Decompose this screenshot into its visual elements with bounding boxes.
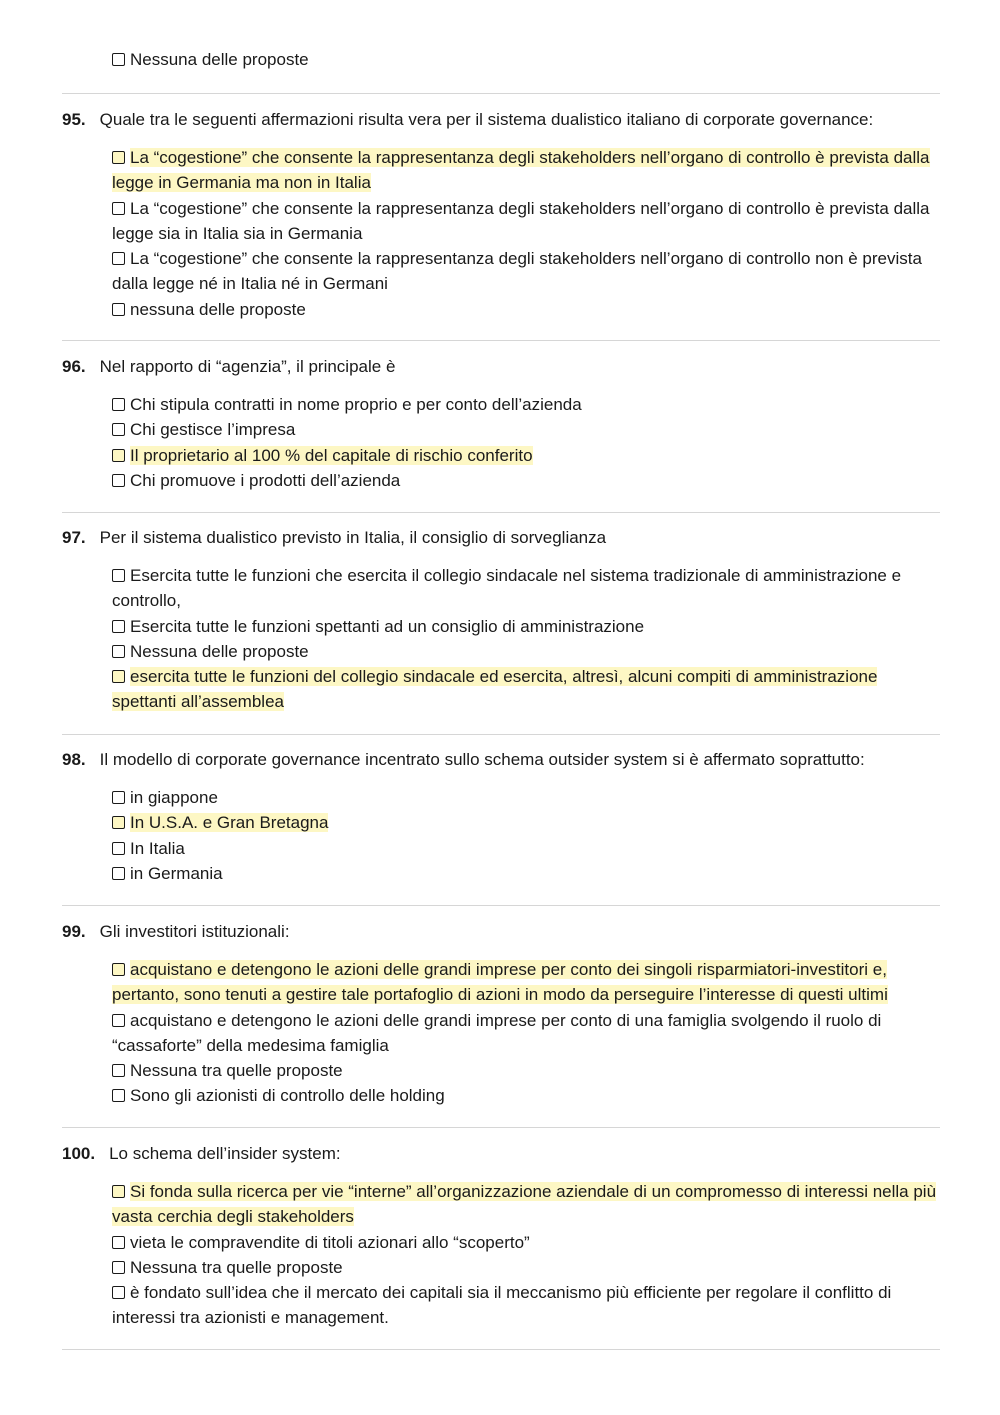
checkbox[interactable]	[112, 303, 125, 316]
option-label: è fondato sull’idea che il mercato dei capitali sia il meccanismo più efficiente per regolare il conflitto di interessi tra azionisti e management.	[112, 1283, 892, 1328]
question-number: 100.	[62, 1144, 96, 1163]
checkbox[interactable]	[112, 963, 125, 976]
checkbox[interactable]	[112, 791, 125, 804]
checkbox[interactable]	[112, 449, 125, 462]
checkbox[interactable]	[112, 1236, 125, 1249]
option[interactable]	[112, 1280, 940, 1331]
checkbox[interactable]	[112, 151, 125, 164]
option-label: in Germania	[130, 863, 223, 883]
option[interactable]	[112, 1083, 940, 1108]
option-label: acquistano e detengono le azioni delle grandi imprese per conto di una famiglia svolgendo il ruolo di “cassaforte” della medesima famiglia	[112, 1010, 882, 1055]
divider	[62, 734, 940, 735]
options-list	[112, 957, 940, 1109]
option[interactable]	[112, 392, 940, 417]
checkbox[interactable]	[112, 474, 125, 487]
option-label: vieta le compravendite di titoli azionari allo “scoperto”	[130, 1232, 530, 1252]
option-label: in giappone	[130, 788, 218, 807]
options-list	[112, 1179, 940, 1331]
option-label: Esercita tutte le funzioni che esercita il collegio sindacale nel sistema tradizionale di amministrazione e controllo,	[112, 566, 902, 611]
option-label: Nessuna delle proposte	[130, 641, 309, 661]
divider	[62, 905, 940, 906]
question-number: 97.	[62, 528, 86, 547]
checkbox[interactable]	[112, 816, 125, 829]
options-list	[112, 392, 940, 493]
question-98	[62, 747, 940, 886]
question-text: Quale tra le seguenti affermazioni risulta vera per il sistema dualistico italiano di corporate governance:	[99, 110, 874, 129]
option-label: Nessuna tra quelle proposte	[130, 1257, 343, 1277]
option[interactable]	[112, 1230, 940, 1255]
option-label: Chi stipula contratti in nome proprio e per conto dell’azienda	[130, 395, 582, 414]
option[interactable]	[112, 196, 940, 247]
checkbox[interactable]	[112, 645, 125, 658]
checkbox[interactable]	[112, 398, 125, 411]
options-list	[112, 145, 940, 322]
question-text: Nel rapporto di “agenzia”, il principale è	[99, 357, 396, 376]
checkbox[interactable]	[112, 842, 125, 855]
option-label: La “cogestione” che consente la rappresentanza degli stakeholders nell’organo di controllo non è prevista dalla legge né in Italia né in Germani	[112, 249, 922, 294]
question-97	[62, 525, 940, 715]
option-answer-highlighted[interactable]	[112, 664, 940, 715]
checkbox[interactable]	[112, 1185, 125, 1198]
option-label: Il proprietario al 100 % del capitale di rischio conferito	[130, 445, 533, 465]
option-label: In Italia	[130, 838, 185, 858]
option[interactable]	[112, 297, 940, 322]
leftover-option[interactable]	[112, 50, 309, 70]
option[interactable]	[112, 861, 940, 886]
option[interactable]	[112, 785, 940, 810]
divider	[62, 512, 940, 513]
checkbox[interactable]	[112, 53, 125, 66]
question-text: Per il sistema dualistico previsto in Italia, il consiglio di sorveglianza	[99, 528, 607, 547]
option-label: Chi gestisce l’impresa	[130, 420, 296, 440]
option[interactable]	[112, 417, 940, 442]
question-99	[62, 919, 940, 1109]
option-answer-highlighted[interactable]	[112, 957, 940, 1008]
divider	[62, 1127, 940, 1128]
question-number: 99.	[62, 922, 86, 941]
checkbox[interactable]	[112, 670, 125, 683]
option[interactable]	[112, 563, 940, 614]
option[interactable]	[112, 614, 940, 639]
option[interactable]	[112, 1058, 940, 1083]
question-96	[62, 354, 940, 493]
option-label: Nessuna tra quelle proposte	[130, 1061, 343, 1081]
checkbox[interactable]	[112, 202, 125, 215]
checkbox[interactable]	[112, 1286, 125, 1299]
checkbox[interactable]	[112, 423, 125, 436]
question-95	[62, 107, 940, 322]
option-answer-highlighted[interactable]	[112, 145, 940, 196]
option[interactable]	[112, 639, 940, 664]
option-label: acquistano e detengono le azioni delle grandi imprese per conto dei singoli risparmiatori-investitori e, pertanto, sono tenuti a gestire tale portafoglio di azioni in modo da perseguire l’interesse di questi ultimi	[112, 960, 888, 1005]
option[interactable]	[112, 468, 940, 493]
question-number: 98.	[62, 750, 86, 769]
option-label: La “cogestione” che consente la rappresentanza degli stakeholders nell’organo di controllo è prevista dalla legge in Germania ma non in Italia	[112, 148, 930, 193]
options-list	[112, 785, 940, 886]
checkbox[interactable]	[112, 867, 125, 880]
checkbox[interactable]	[112, 569, 125, 582]
option-label: Si fonda sulla ricerca per vie “interne” all’organizzazione aziendale di un compromesso di interessi nella più vasta cerchia degli stakeholders	[112, 1182, 937, 1227]
option-label: La “cogestione” che consente la rappresentanza degli stakeholders nell’organo di controllo è prevista dalla legge sia in Italia sia in Germania	[112, 198, 930, 243]
checkbox[interactable]	[112, 620, 125, 633]
option[interactable]	[112, 836, 940, 861]
checkbox[interactable]	[112, 252, 125, 265]
option-label: Sono gli azionisti di controllo delle holding	[130, 1086, 445, 1106]
divider	[62, 93, 940, 94]
option-label: Chi promuove i prodotti dell’azienda	[130, 470, 401, 490]
checkbox[interactable]	[112, 1014, 125, 1027]
checkbox[interactable]	[112, 1261, 125, 1274]
divider	[62, 1349, 940, 1350]
option[interactable]	[112, 1255, 940, 1280]
question-text: Il modello di corporate governance incentrato sullo schema outsider system si è affermato soprattutto:	[99, 750, 865, 769]
question-number: 95.	[62, 110, 86, 129]
options-list	[112, 563, 940, 715]
checkbox[interactable]	[112, 1089, 125, 1102]
option[interactable]	[112, 246, 940, 297]
option-label: esercita tutte le funzioni del collegio sindacale ed esercita, altresì, alcuni compiti di amministrazione spettanti all’assemblea	[112, 667, 878, 712]
option-answer-highlighted[interactable]	[112, 443, 940, 468]
question-text: Gli investitori istituzionali:	[99, 922, 290, 941]
question-number: 96.	[62, 357, 86, 376]
option-label: Nessuna delle proposte	[130, 50, 309, 69]
checkbox[interactable]	[112, 1064, 125, 1077]
option-label: nessuna delle proposte	[130, 299, 306, 319]
option-label: In U.S.A. e Gran Bretagna	[130, 813, 329, 833]
question-text: Lo schema dell’insider system:	[109, 1144, 341, 1163]
question-100	[62, 1141, 940, 1331]
option[interactable]	[112, 1008, 940, 1059]
option-answer-highlighted[interactable]	[112, 1179, 940, 1230]
option-label: Esercita tutte le funzioni spettanti ad un consiglio di amministrazione	[130, 616, 645, 636]
option-answer-highlighted[interactable]	[112, 810, 940, 835]
divider	[62, 340, 940, 341]
